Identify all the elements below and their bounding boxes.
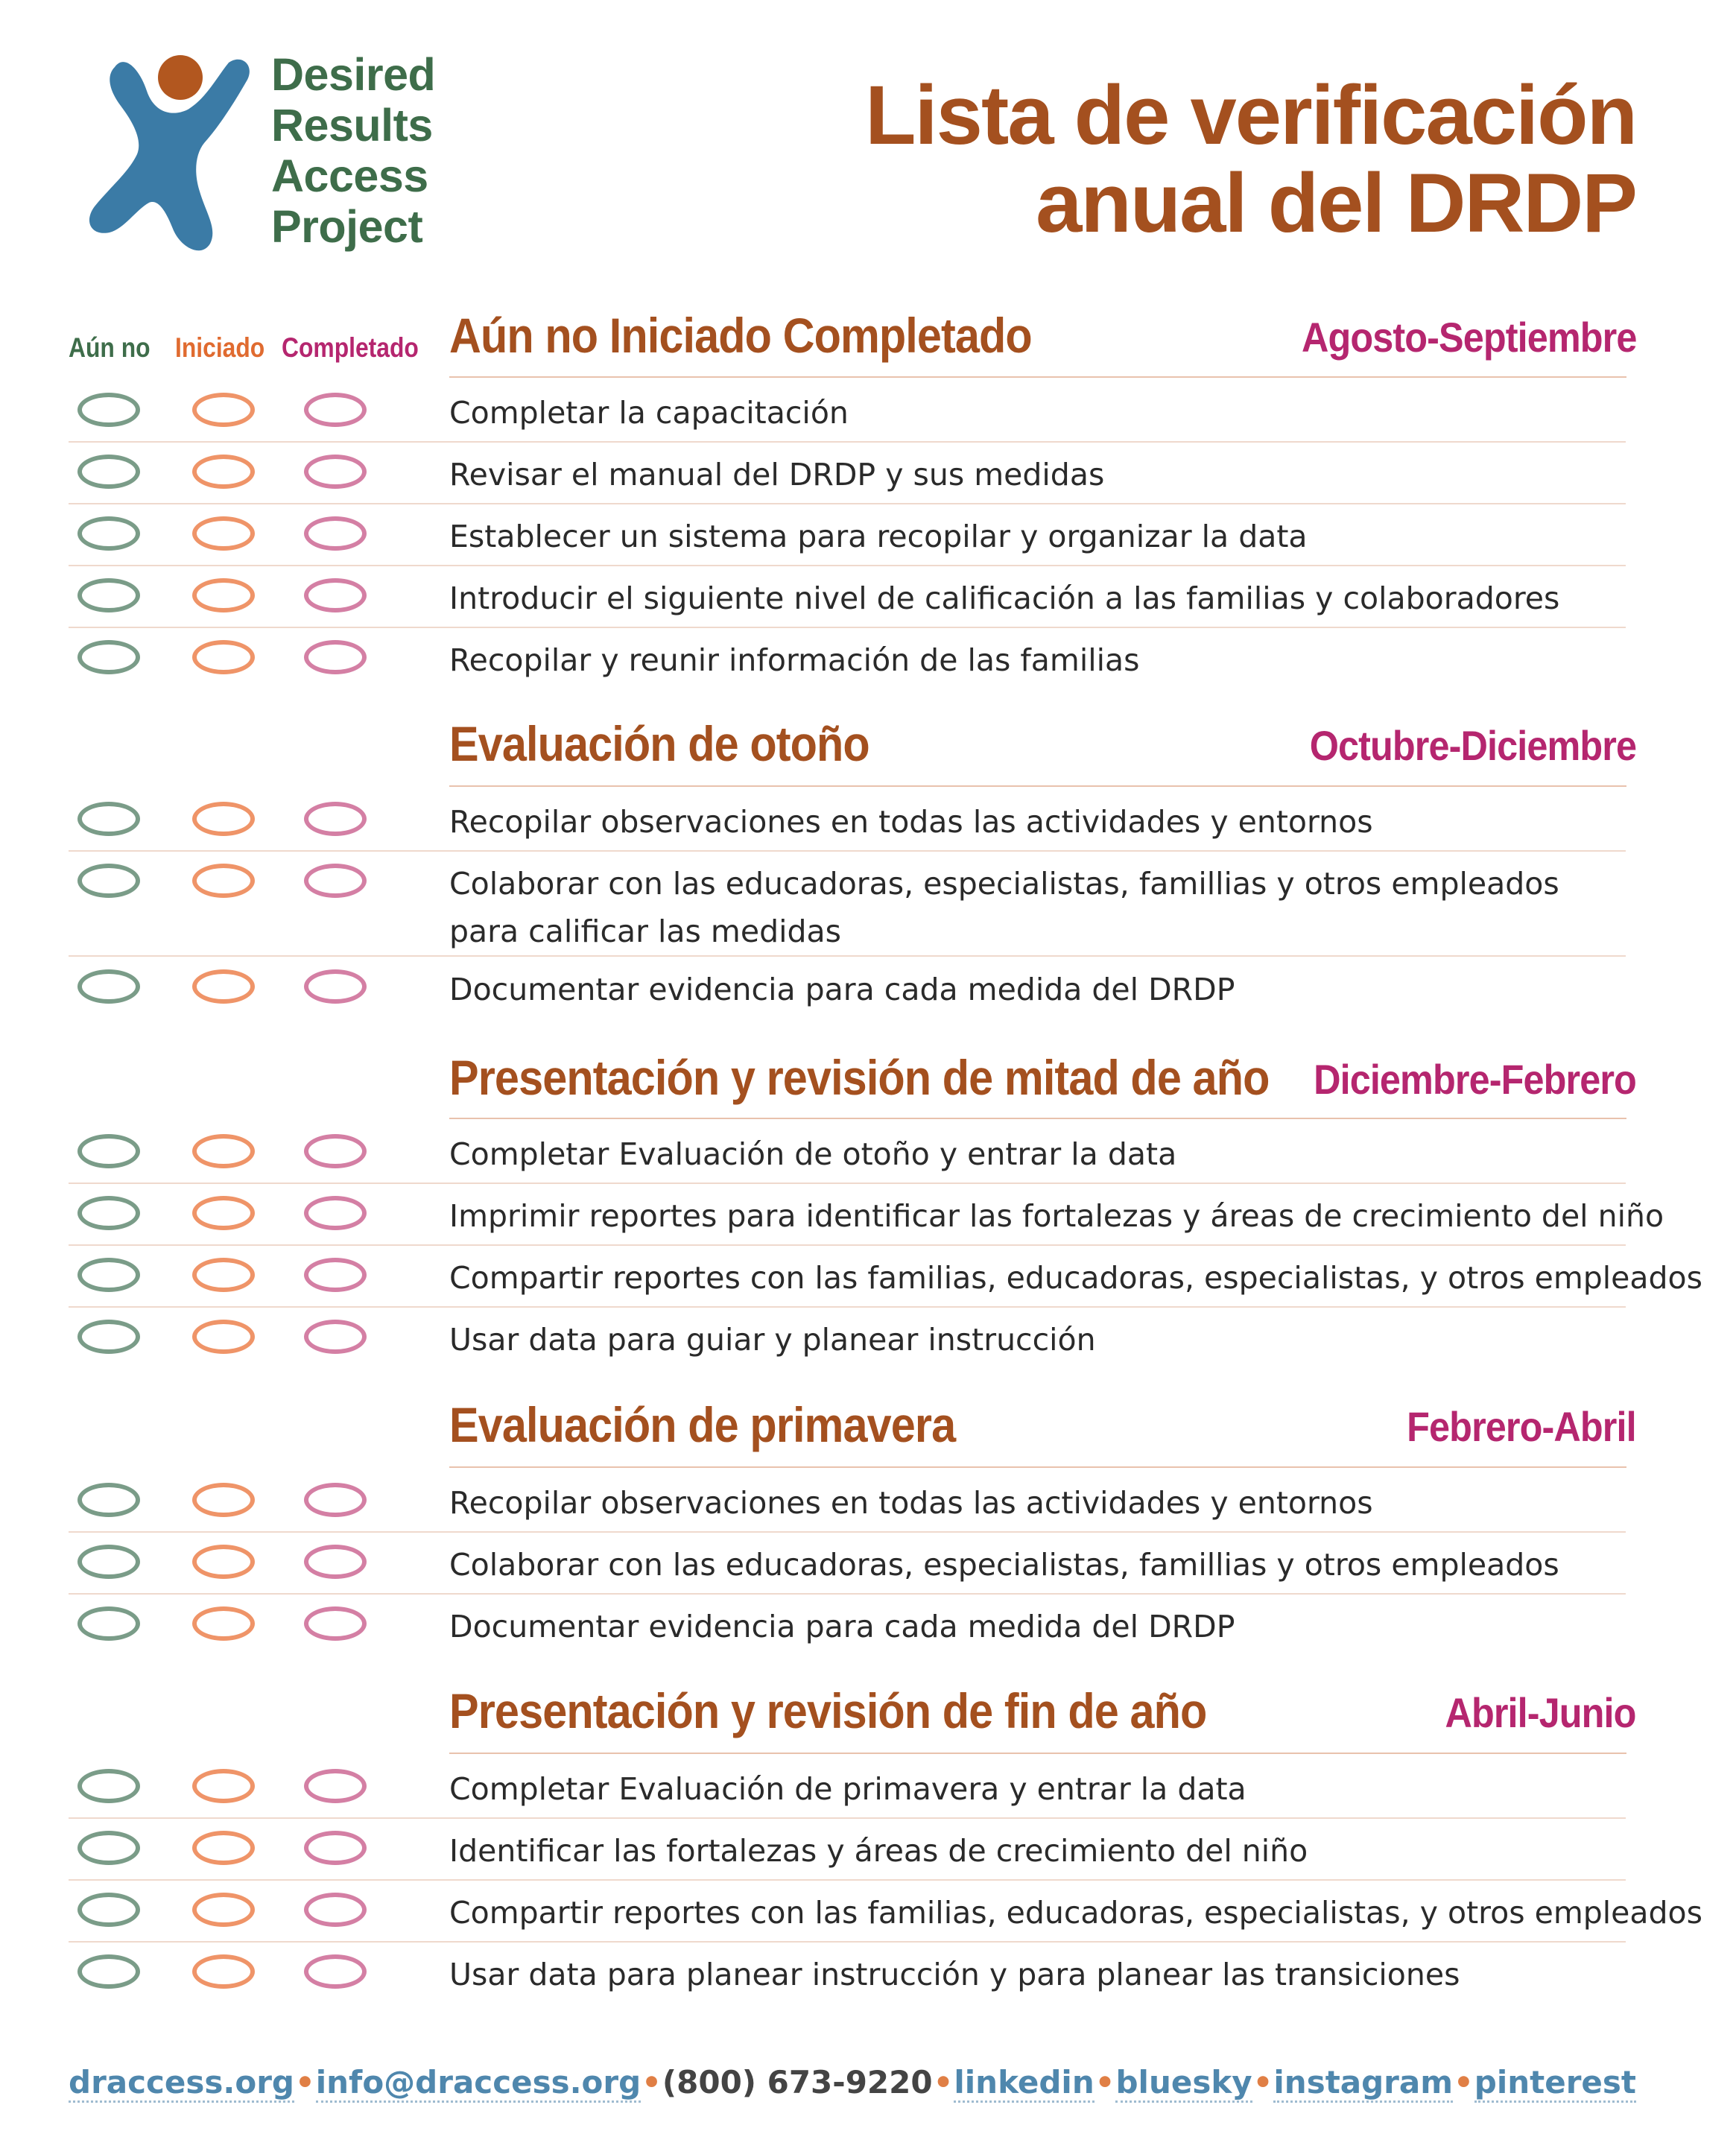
checklist-item-label: Recopilar observaciones en todas las actividades y entornos [449, 804, 1373, 840]
started-radio[interactable] [192, 578, 255, 612]
separator-dot: • [294, 2064, 315, 2100]
started-radio[interactable] [192, 1258, 255, 1292]
separator-dot: • [933, 2064, 954, 2100]
section-title: Aún no Iniciado Completado [449, 308, 1032, 363]
row-divider [69, 1244, 1626, 1246]
logo-line: Project [271, 201, 423, 252]
started-radio[interactable] [192, 393, 255, 427]
checklist-item-label: Completar Evaluación de primavera y entrar la data [449, 1771, 1246, 1807]
column-header-started: Iniciado [175, 332, 265, 363]
page-title-line: Lista de verificación [865, 69, 1636, 162]
checklist-item-label: Compartir reportes con las familias, educadoras, especialistas, y otros empleados [449, 1260, 1703, 1296]
section-dates: Diciembre-Febrero [1314, 1056, 1636, 1103]
completed-radio[interactable] [304, 1769, 367, 1803]
logo-wordmark [271, 49, 435, 252]
not-started-radio[interactable] [77, 1483, 140, 1517]
row-divider [69, 955, 1626, 957]
started-radio[interactable] [192, 516, 255, 551]
row-divider [69, 441, 1626, 443]
section-dates: Agosto-Septiembre [1301, 314, 1636, 361]
not-started-radio[interactable] [77, 578, 140, 612]
row-divider [69, 1306, 1626, 1308]
started-radio[interactable] [192, 1831, 255, 1865]
started-radio[interactable] [192, 864, 255, 898]
completed-radio[interactable] [304, 802, 367, 836]
checklist-item-label: Documentar evidencia para cada medida del DRDP [449, 972, 1235, 1007]
section-divider [449, 1466, 1626, 1468]
checklist-item-label: Imprimir reportes para identificar las fortalezas y áreas de crecimiento del niño [449, 1198, 1664, 1234]
completed-radio[interactable] [304, 1320, 367, 1354]
not-started-radio[interactable] [77, 1954, 140, 1989]
website-link[interactable]: draccess.org [69, 2064, 294, 2103]
completed-radio[interactable] [304, 1196, 367, 1230]
checklist-item-label: Revisar el manual del DRDP y sus medidas [449, 457, 1105, 493]
started-radio[interactable] [192, 802, 255, 836]
section-title: Presentación y revisión de fin de año [449, 1683, 1207, 1738]
section-divider [449, 376, 1626, 378]
not-started-radio[interactable] [77, 1606, 140, 1641]
not-started-radio[interactable] [77, 802, 140, 836]
section-title: Presentación y revisión de mitad de año [449, 1050, 1270, 1105]
started-radio[interactable] [192, 455, 255, 489]
not-started-radio[interactable] [77, 393, 140, 427]
logo-line: Access [271, 151, 428, 201]
not-started-radio[interactable] [77, 1258, 140, 1292]
not-started-radio[interactable] [77, 640, 140, 674]
checklist-item-label: Completar Evaluación de otoño y entrar la data [449, 1136, 1177, 1172]
not-started-radio[interactable] [77, 1134, 140, 1168]
email-link[interactable]: info@draccess.org [316, 2064, 641, 2103]
started-radio[interactable] [192, 1196, 255, 1230]
section-title: Evaluación de otoño [449, 716, 869, 771]
row-divider [69, 1941, 1626, 1943]
section-title: Evaluación de primavera [449, 1397, 956, 1452]
completed-radio[interactable] [304, 1893, 367, 1927]
logo [69, 46, 456, 262]
page-title [865, 69, 1636, 250]
checklist-item-label: Compartir reportes con las familias, educadoras, especialistas, y otros empleados [449, 1895, 1703, 1931]
section-divider [449, 785, 1626, 787]
started-radio[interactable] [192, 1769, 255, 1803]
completed-radio[interactable] [304, 393, 367, 427]
completed-radio[interactable] [304, 969, 367, 1004]
started-radio[interactable] [192, 969, 255, 1004]
page-title-line: anual del DRDP [1036, 156, 1636, 250]
checklist-item-label: Recopilar observaciones en todas las actividades y entornos [449, 1485, 1373, 1521]
column-header-not-started: Aún no [69, 332, 151, 363]
checklist-item-label: Establecer un sistema para recopilar y organizar la data [449, 519, 1308, 554]
not-started-radio[interactable] [77, 455, 140, 489]
checklist-item-label: Introducir el siguiente nivel de calificación a las familias y colaboradores [449, 580, 1560, 616]
started-radio[interactable] [192, 1483, 255, 1517]
separator-dot: • [1252, 2064, 1273, 2100]
separator-dot: • [1453, 2064, 1474, 2100]
started-radio[interactable] [192, 640, 255, 674]
not-started-radio[interactable] [77, 516, 140, 551]
completed-radio[interactable] [304, 1258, 367, 1292]
not-started-radio[interactable] [77, 1545, 140, 1579]
row-divider [69, 565, 1626, 566]
checklist-item-label: Usar data para guiar y planear instrucción [449, 1322, 1096, 1358]
section-dates: Febrero-Abril [1407, 1403, 1636, 1450]
row-divider [69, 1879, 1626, 1881]
not-started-radio[interactable] [77, 1196, 140, 1230]
completed-radio[interactable] [304, 1606, 367, 1641]
completed-radio[interactable] [304, 1831, 367, 1865]
completed-radio[interactable] [304, 1483, 367, 1517]
checklist-item-label: Recopilar y reunir información de las familias [449, 642, 1140, 678]
completed-radio[interactable] [304, 864, 367, 898]
separator-dot: • [1094, 2064, 1115, 2100]
not-started-radio[interactable] [77, 1893, 140, 1927]
checklist-item-label: Usar data para planear instrucción y para planear las transiciones [449, 1957, 1460, 1992]
not-started-radio[interactable] [77, 969, 140, 1004]
started-radio[interactable] [192, 1606, 255, 1641]
completed-radio[interactable] [304, 1134, 367, 1168]
row-divider [69, 1183, 1626, 1184]
started-radio[interactable] [192, 1320, 255, 1354]
not-started-radio[interactable] [77, 864, 140, 898]
not-started-radio[interactable] [77, 1320, 140, 1354]
row-divider [69, 850, 1626, 852]
section-dates: Octubre-Diciembre [1309, 722, 1636, 769]
row-divider [69, 503, 1626, 504]
completed-radio[interactable] [304, 640, 367, 674]
logo-line: Results [271, 100, 433, 151]
row-divider [69, 1593, 1626, 1595]
started-radio[interactable] [192, 1545, 255, 1579]
checklist-item-label: Documentar evidencia para cada medida del DRDP [449, 1609, 1235, 1644]
not-started-radio[interactable] [77, 1831, 140, 1865]
row-divider [69, 1531, 1626, 1533]
started-radio[interactable] [192, 1134, 255, 1168]
instagram-link[interactable]: instagram [1273, 2064, 1453, 2103]
row-divider [69, 1817, 1626, 1819]
separator-dot: • [642, 2064, 662, 2100]
row-divider [69, 627, 1626, 628]
completed-radio[interactable] [304, 578, 367, 612]
section-divider [449, 1753, 1626, 1754]
completed-radio[interactable] [304, 1954, 367, 1989]
footer [69, 2064, 1636, 2103]
completed-radio[interactable] [304, 1545, 367, 1579]
not-started-radio[interactable] [77, 1769, 140, 1803]
completed-radio[interactable] [304, 516, 367, 551]
linkedin-link[interactable]: linkedin [954, 2064, 1094, 2103]
section-divider [449, 1118, 1626, 1119]
checklist-item-label: Completar la capacitación [449, 395, 849, 431]
pinterest-link[interactable]: pinterest [1474, 2064, 1636, 2103]
checklist-item-label: Colaborar con las educadoras, especialistas, famillias y otros empleados [449, 1547, 1559, 1583]
started-radio[interactable] [192, 1954, 255, 1989]
phone-number: (800) 673-9220 [662, 2064, 933, 2100]
column-header-completed: Completado [282, 332, 419, 363]
section-dates: Abril-Junio [1445, 1689, 1636, 1736]
checklist-item-label: Colaborar con las educadoras, especialistas, famillias y otros empleados para calificar las medidas [449, 866, 1559, 949]
bluesky-link[interactable]: bluesky [1115, 2064, 1252, 2103]
logo-line: Desired [271, 49, 436, 100]
completed-radio[interactable] [304, 455, 367, 489]
person-logo-icon [69, 46, 262, 255]
checklist-item-label: Identificar las fortalezas y áreas de crecimiento del niño [449, 1833, 1308, 1869]
started-radio[interactable] [192, 1893, 255, 1927]
